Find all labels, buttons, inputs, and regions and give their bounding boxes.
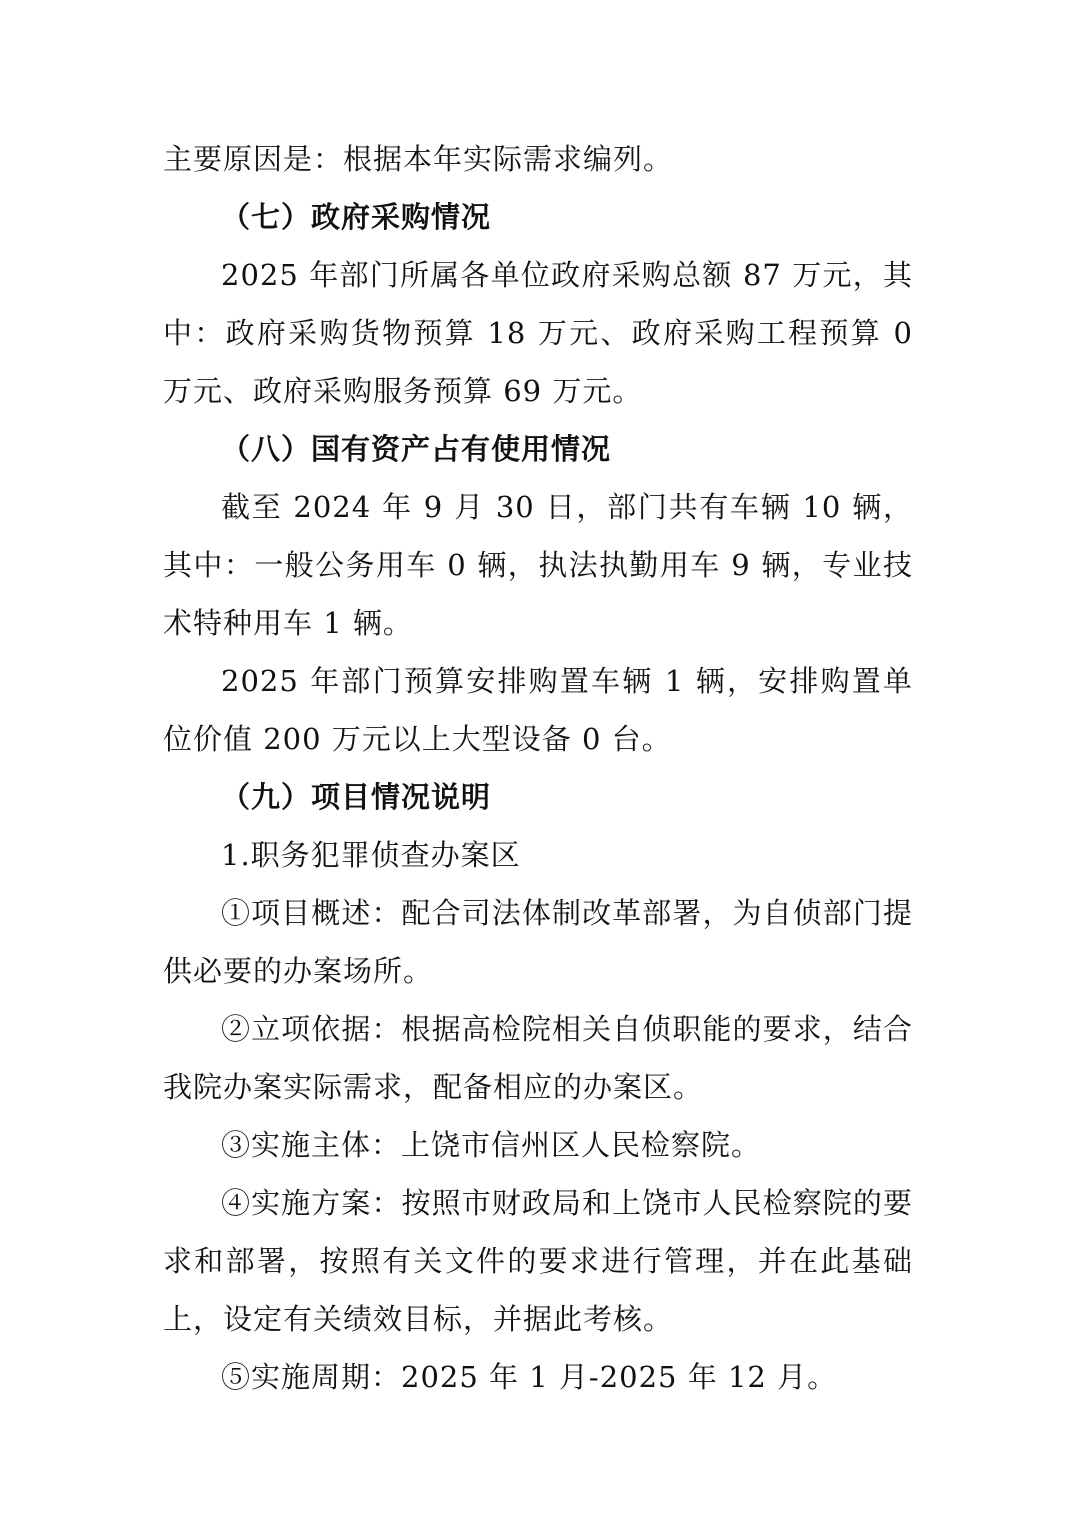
heading-government-procurement: （七）政府采购情况 bbox=[221, 200, 492, 234]
paragraph-vehicle-purchase: 2025 年部门预算安排购置车辆 1 辆，安排购置单位价值 200 万元以上大型设备 0 台。 bbox=[163, 664, 913, 756]
heading-state-assets: （八）国有资产占有使用情况 bbox=[221, 432, 612, 466]
paragraph-project-period: ⑤实施周期：2025 年 1 月-2025 年 12 月。 bbox=[221, 1360, 838, 1394]
paragraph-project-plan: ④实施方案：按照市财政局和上饶市人民检察院的要求和部署，按照有关文件的要求进行管理，并在此基础上，设定有关绩效目标，并据此考核。 bbox=[163, 1186, 913, 1336]
paragraph-project-overview: ①项目概述：配合司法体制改革部署，为自侦部门提供必要的办案场所。 bbox=[163, 896, 913, 988]
paragraph-intro-end: 主要原因是：根据本年实际需求编列。 bbox=[163, 142, 674, 176]
paragraph-project-subject: ③实施主体：上饶市信州区人民检察院。 bbox=[221, 1128, 762, 1162]
paragraph-vehicles: 截至 2024 年 9 月 30 日，部门共有车辆 10 辆，其中：一般公务用车 0 辆，执法执勤用车 9 辆，专业技术特种用车 1 辆。 bbox=[163, 490, 913, 640]
paragraph-government-procurement: 2025 年部门所属各单位政府采购总额 87 万元，其中：政府采购货物预算 18 万元、政府采购工程预算 0 万元、政府采购服务预算 69 万元。 bbox=[163, 258, 913, 408]
paragraph-project-item-1: 1.职务犯罪侦查办案区 bbox=[221, 838, 521, 872]
heading-project-description: （九）项目情况说明 bbox=[221, 780, 492, 814]
document-body bbox=[163, 130, 913, 1406]
paragraph-project-basis: ②立项依据：根据高检院相关自侦职能的要求，结合我院办案实际需求，配备相应的办案区。 bbox=[163, 1012, 913, 1104]
